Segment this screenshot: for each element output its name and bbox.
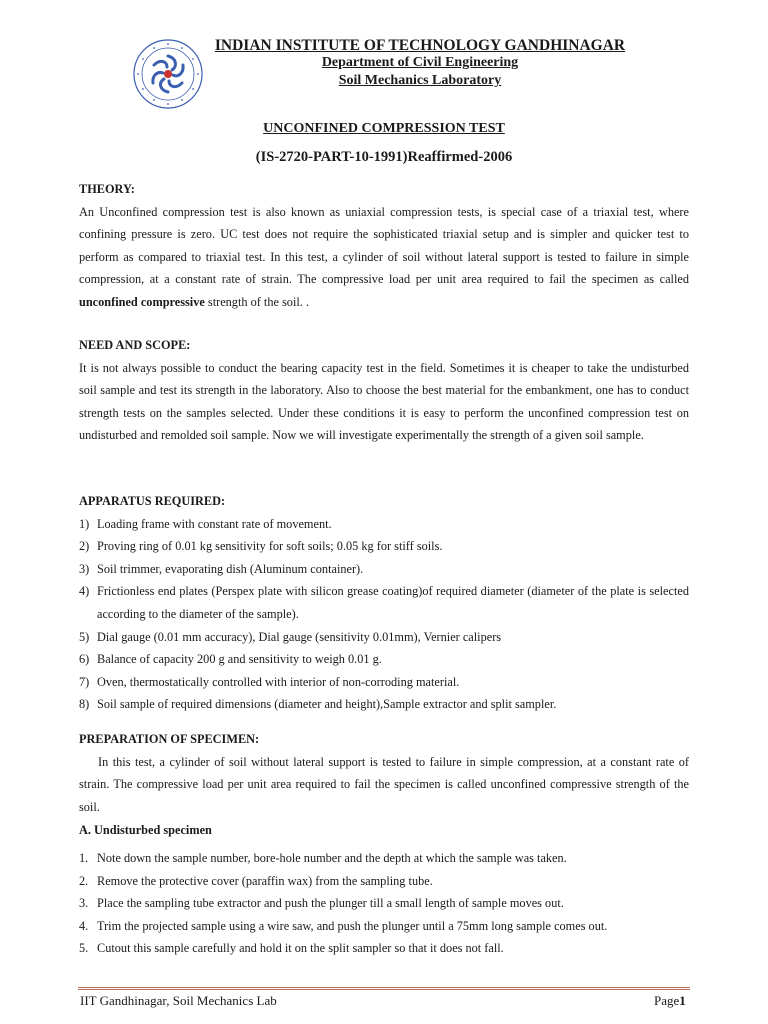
page-label: Page [654,993,680,1008]
need-scope-section [79,334,689,447]
theory-paragraph [79,201,689,314]
list-item [79,558,689,581]
list-item [79,513,689,536]
lab-name: Soil Mechanics Laboratory [338,73,502,88]
standard-reference: (IS-2720-PART-10-1991)Reaffirmed-2006 [255,149,513,165]
need-scope-heading: NEED AND SCOPE: [79,338,191,352]
theory-bold-term: unconfined compressive [79,294,205,309]
list-item [79,693,689,716]
list-number: 4. [79,918,89,933]
list-number: 1) [79,516,90,531]
list-number: 2. [79,873,89,888]
list-item-text: Proving ring of 0.01 kg sensitivity for soft soils; 0.05 kg for stiff soils. [97,539,443,554]
list-item [79,937,689,960]
list-item [79,648,689,671]
list-item [79,870,689,893]
list-item-text: Cutout this sample carefully and hold it on the split sampler so that it does not fall. [97,941,504,956]
preparation-paragraph: In this test, a cylinder of soil without lateral support is tested to failure in simple compression, at a constant rate of strain. The compressive load per unit area required to fail the specimen is called unconfined compressive strength of the soil. [79,754,689,814]
list-number: 8) [79,697,90,712]
footer-page-number [654,993,686,1009]
theory-text-end: strength of the soil. . [204,294,309,309]
apparatus-section [79,490,689,716]
list-item [79,892,689,915]
list-number: 3) [79,561,90,576]
preparation-heading: PREPARATION OF SPECIMEN: [79,732,260,746]
list-item [79,671,689,694]
theory-text: An Unconfined compression test is also known as uniaxial compression tests, is special case of a triaxial test, where confining pressure is zero. UC test does not require the sophisticated triaxial setup and is simpler and quicker test to perform as compared to triaxial test. In this test, a cylinder of soil without lateral support is tested to failure in simple compression, at a constant rate of strain. The compressive load per unit area required to fail the specimen as called [79,204,689,287]
theory-section [79,178,689,314]
need-scope-paragraph: It is not always possible to conduct the bearing capacity test in the field. Sometimes it is cheaper to take the undisturbed soil sample and test its strength in the laboratory. Also to choose the best material for the embankment, one has to conduct strength tests on the samples selected. Under these conditions it is easy to perform the unconfined compression test on undisturbed and remolded soil sample. Now we will investigate experimentally the strength of a given soil sample. [79,360,689,443]
list-item-text: Frictionless end plates (Perspex plate with silicon grease coating)of required diameter (diameter of the plate is selected according to the diameter of the sample). [97,584,689,621]
list-number: 5. [79,941,89,956]
list-item-text: Place the sampling tube extractor and push the plunger till a small length of sample moves out. [97,896,564,911]
list-item-text: Soil trimmer, evaporating dish (Aluminum container). [97,561,364,576]
list-item [79,915,689,938]
list-item [79,535,689,558]
list-item-text: Remove the protective cover (paraffin wax) from the sampling tube. [97,873,433,888]
list-number: 2) [79,539,90,554]
list-item-text: Note down the sample number, bore-hole number and the depth at which the sample was taken. [97,850,567,865]
list-number: 4) [79,584,90,599]
list-item-text: Soil sample of required dimensions (diameter and height),Sample extractor and split sampler. [97,697,557,712]
list-number: 1. [79,850,89,865]
list-item-text: Trim the projected sample using a wire saw, and push the plunger until a 75mm long sample comes out. [97,918,608,933]
preparation-section [79,728,689,960]
list-number: 3. [79,896,89,911]
list-number: 5) [79,629,90,644]
apparatus-heading: APPARATUS REQUIRED: [79,494,226,508]
footer-rule [78,987,690,990]
footer-lab-name: IIT Gandhinagar, Soil Mechanics Lab [80,993,277,1008]
undisturbed-steps-list [79,847,689,960]
list-number: 6) [79,652,90,667]
document-title: UNCONFINED COMPRESSION TEST [263,121,505,136]
list-item [79,626,689,649]
iit-gandhinagar-logo-icon [132,38,204,110]
list-item-text: Dial gauge (0.01 mm accuracy), Dial gauge (sensitivity 0.01mm), Vernier calipers [97,629,502,644]
list-item [79,580,689,625]
undisturbed-subheading: A. Undisturbed specimen [79,823,212,838]
list-number: 7) [79,674,90,689]
apparatus-list [79,513,689,716]
list-item-text: Oven, thermostatically controlled with interior of non-corroding material. [97,674,460,689]
list-item-text: Balance of capacity 200 g and sensitivity to weigh 0.01 g. [97,652,382,667]
list-item-text: Loading frame with constant rate of movement. [97,516,332,531]
department-name: Department of Civil Engineering [321,55,519,70]
theory-heading: THEORY: [79,182,135,196]
page-number: 1 [679,993,686,1008]
list-item [79,847,689,870]
institute-name: INDIAN INSTITUTE OF TECHNOLOGY GANDHINAGAR [214,37,626,54]
